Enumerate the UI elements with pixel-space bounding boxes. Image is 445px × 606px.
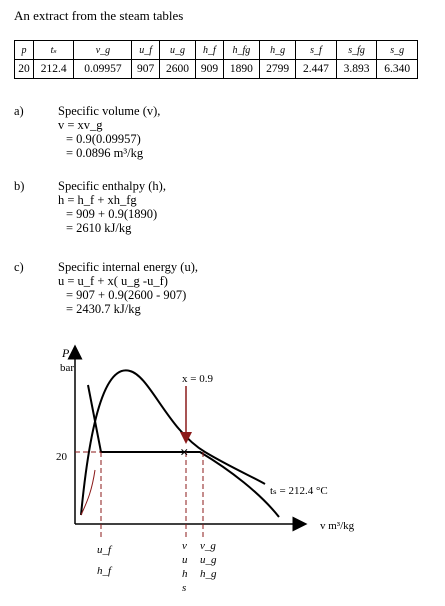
section-c-line-4: = 2430.7 kJ/kg bbox=[66, 302, 141, 316]
state-marker: × bbox=[180, 445, 189, 461]
cell-sf: 2.447 bbox=[296, 60, 337, 79]
cell-ug: 2600 bbox=[159, 60, 195, 79]
cell-hf: 909 bbox=[196, 60, 224, 79]
header-uf: u_f bbox=[132, 41, 160, 60]
header-vg: v_g bbox=[74, 41, 132, 60]
cell-sfg: 3.893 bbox=[336, 60, 377, 79]
section-a-line-2: v = xv_g bbox=[58, 118, 103, 132]
header-hfg: h_fg bbox=[223, 41, 259, 60]
bottom-label-h: h bbox=[182, 568, 188, 580]
pressure-tick: 20 bbox=[56, 451, 67, 463]
y-axis-unit: bar bbox=[60, 362, 75, 374]
cell-vg: 0.09957 bbox=[74, 60, 132, 79]
bottom-label-s: s bbox=[182, 582, 187, 594]
bottom-label-v: v bbox=[182, 540, 187, 552]
header-sfg: s_fg bbox=[336, 41, 377, 60]
cell-ts: 212.4 bbox=[33, 60, 74, 79]
x-axis-label: v m³/kg bbox=[320, 520, 355, 532]
header-p: p bbox=[15, 41, 34, 60]
header-ts: tₛ bbox=[33, 41, 74, 60]
cell-hg: 2799 bbox=[259, 60, 295, 79]
section-c-line-2: u = u_f + x( u_g -u_f) bbox=[58, 274, 168, 288]
bottom-label-hf: h_f bbox=[97, 565, 112, 577]
saturation-dome bbox=[81, 370, 265, 515]
section-b-line-1: Specific enthalpy (h), bbox=[58, 179, 166, 193]
bottom-label-uf: u_f bbox=[97, 544, 112, 556]
isotherm-label: tₛ = 212.4 °C bbox=[270, 485, 328, 497]
cell-hfg: 1890 bbox=[223, 60, 259, 79]
section-a-letter: a) bbox=[14, 104, 24, 118]
section-b-letter: b) bbox=[14, 179, 25, 193]
page-title: An extract from the steam tables bbox=[14, 8, 184, 23]
section-b-line-4: = 2610 kJ/kg bbox=[66, 221, 132, 235]
quality-label: x = 0.9 bbox=[182, 373, 213, 385]
section-b-line-2: h = h_f + xh_fg bbox=[58, 193, 137, 207]
section-c-letter: c) bbox=[14, 260, 24, 274]
y-axis-label: P bbox=[62, 346, 70, 360]
section-c-line-1: Specific internal energy (u), bbox=[58, 260, 198, 274]
header-ug: u_g bbox=[159, 41, 195, 60]
section-a-line-1: Specific volume (v), bbox=[58, 104, 161, 118]
header-hf: h_f bbox=[196, 41, 224, 60]
header-hg: h_g bbox=[259, 41, 295, 60]
bottom-label-hg: h_g bbox=[200, 568, 217, 580]
bottom-label-ug: u_g bbox=[200, 554, 217, 566]
section-c-line-3: = 907 + 0.9(2600 - 907) bbox=[66, 288, 187, 302]
section-a-line-4: = 0.0896 m³/kg bbox=[66, 146, 144, 160]
cell-uf: 907 bbox=[132, 60, 160, 79]
cell-p: 20 bbox=[15, 60, 34, 79]
bottom-label-vg: v_g bbox=[200, 540, 216, 552]
header-sg: s_g bbox=[377, 41, 418, 60]
section-a-line-3: = 0.9(0.09957) bbox=[66, 132, 141, 146]
section-b-line-3: = 909 + 0.9(1890) bbox=[66, 207, 158, 221]
header-sf: s_f bbox=[296, 41, 337, 60]
bottom-label-u: u bbox=[182, 554, 188, 566]
cell-sg: 6.340 bbox=[377, 60, 418, 79]
